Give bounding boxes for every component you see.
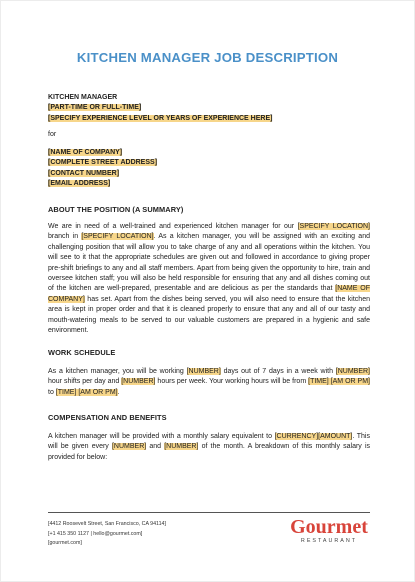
placeholder-salary: [CURRENCY][AMOUNT] <box>274 433 353 440</box>
logo-wordmark: Gourmet <box>290 516 368 538</box>
placeholder-company-name: [NAME OF COMPANY] <box>48 285 370 303</box>
placeholder-number: [NUMBER] <box>335 368 370 375</box>
placeholder-time: [TIME] [AM OR PM] <box>55 388 118 396</box>
footer-contact <box>48 520 166 549</box>
footer-website: [gourmet.com] <box>48 540 82 547</box>
gourmet-logo <box>284 517 374 546</box>
placeholder-email-address: [EMAIL ADDRESS] <box>48 180 111 188</box>
placeholder-number: [NUMBER] <box>121 378 156 386</box>
placeholder-location: [SPECIFY LOCATION] <box>297 223 370 230</box>
footer-phone-email: [+1 415 350 1127 | hello@gourmet.com] <box>48 530 143 537</box>
document-title: KITCHEN MANAGER JOB DESCRIPTION <box>76 50 339 65</box>
footer-divider <box>48 512 370 513</box>
placeholder-number: [NUMBER] <box>186 368 221 375</box>
placeholder-job-type: [PART-TIME OR FULL-TIME] <box>48 104 142 112</box>
placeholder-company-name: [NAME OF COMPANY] <box>48 149 123 156</box>
compensation-heading: COMPENSATION AND BENEFITS <box>48 413 167 422</box>
compensation-paragraph: A kitchen manager will be provided with a monthly salary equivalent to [CURRENCY][AMOUNT]. This will be given every [NUMBER] and [NUMBER] of the month. A breakdown of this monthly salary is provided for below: <box>48 433 370 461</box>
schedule-heading: WORK SCHEDULE <box>48 348 116 357</box>
footer-address: [4412 Roosevelt Street, San Francisco, CA 94114] <box>48 521 166 527</box>
placeholder-number: [NUMBER] <box>111 443 147 451</box>
job-title: KITCHEN MANAGER <box>48 94 118 101</box>
schedule-paragraph: As a kitchen manager, you will be working [NUMBER] days out of 7 days in a week with [NUMBER] hour shifts per day and [NUMBER] hours per week. Your working hours will be from [TIME] [AM OR PM] to [TIME] [AM OR PM]. <box>48 368 370 396</box>
placeholder-experience: [SPECIFY EXPERIENCE LEVEL OR YEARS OF EXPERIENCE HERE] <box>48 114 273 122</box>
placeholder-contact-number: [CONTACT NUMBER] <box>48 169 120 177</box>
company-block <box>48 148 370 190</box>
job-header-block <box>48 93 370 124</box>
placeholder-location: [SPECIFY LOCATION] <box>81 233 154 241</box>
about-heading: ABOUT THE POSITION (A SUMMARY) <box>48 205 184 214</box>
placeholder-street-address: [COMPLETE STREET ADDRESS] <box>48 159 158 167</box>
placeholder-number: [NUMBER] <box>164 443 199 451</box>
about-paragraph: We are in need of a well-trained and experienced kitchen manager for our [SPECIFY LOCATION] branch in [SPECIFY LOCATION]. As a kitchen manager, you will be assigned with an exciting and challenging position that will allow you to take charge of any and all operations within the kitchen. You will see to it that the appropriate schedules are given out and followed in accordance to giving proper pre-shift briefings to any and all staff members. Apart from being given the opportunity to hire, train and oversee kitchen staff; you will also be held responsible for ensuring that any and all dishes coming out of the kitchen are well-prepared, presentable and are delicious as per the standards that [NAME OF COMPANY] has set. Apart from the dishes being served, you will also need to ensure that the kitchen area is kept in proper order and that it is cleaned properly to ensure that any and all of our tasty and mouth-watering meals to be served to our valuable customers are prepared in a hygienic and safe environment. <box>48 223 370 335</box>
for-label: for <box>48 131 57 138</box>
placeholder-time: [TIME] [AM OR PM] <box>308 378 370 386</box>
logo-subtitle: RESTAURANT <box>300 538 358 544</box>
